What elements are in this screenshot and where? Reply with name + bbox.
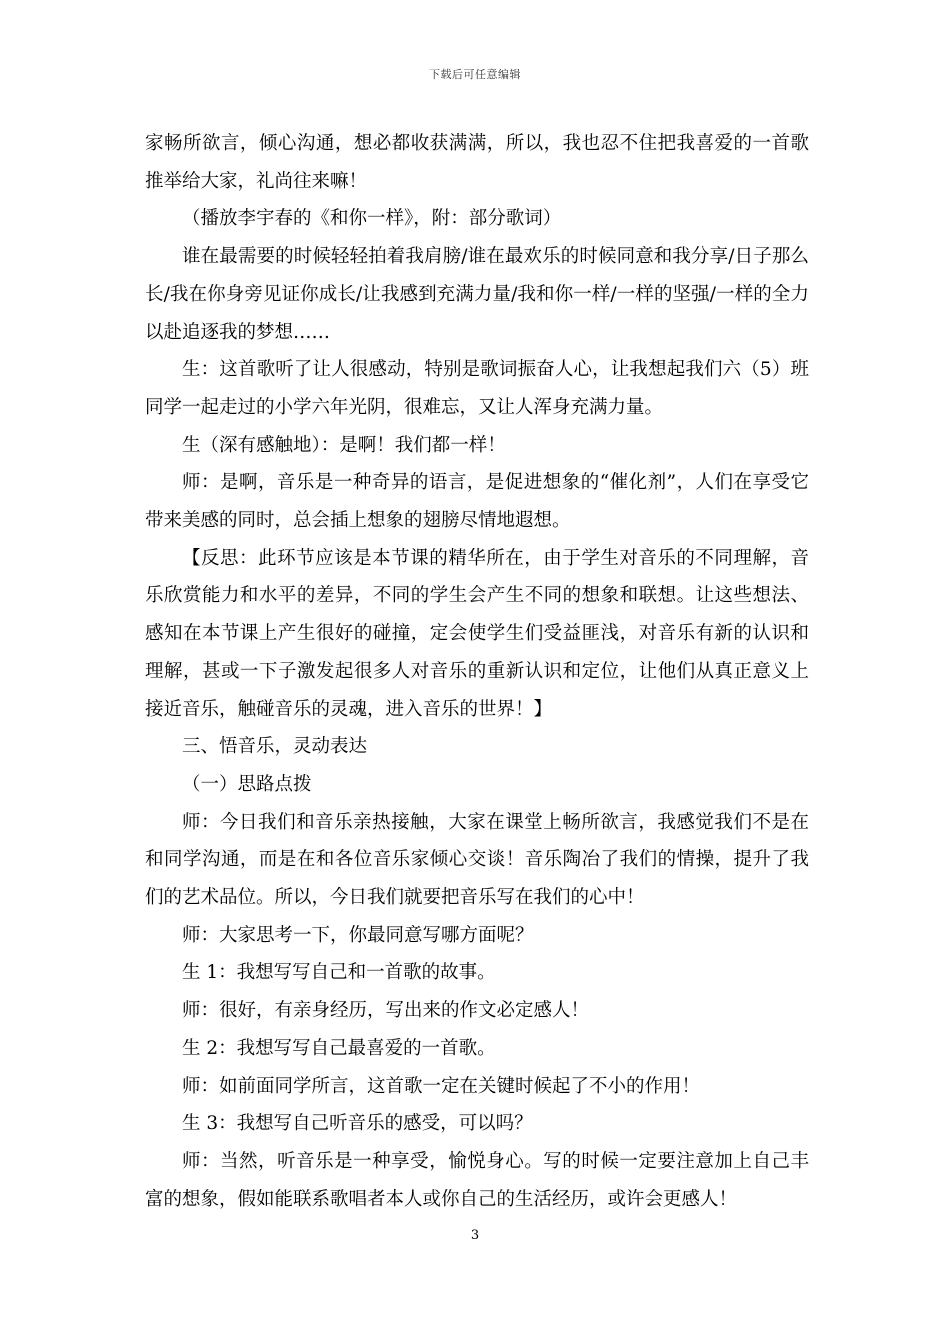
paragraph: 生（深有感触地）：是啊！我们都一样！: [182, 434, 506, 456]
paragraph: 家畅所欲言，倾心沟通，想必都收获满满，所以，我也忍不住把我喜爱的一首歌推举给大家，礼尚往来嘛！: [145, 133, 809, 192]
lyrics-paragraph: 谁在最需要的时候轻轻拍着我肩膀/谁在最欢乐的时候同意和我分享/日子那么长/我在你身旁见证你成长/让我感到充满力量/我和你一样/一样的坚强/一样的全力以赴追逐我的梦想……: [145, 246, 809, 343]
paragraph: （播放李宇春的《和你一样》，附：部分歌词）: [182, 208, 562, 230]
paragraph: 师：是啊，音乐是一种奇异的语言，是促进想象的“催化剂”，人们在享受它带来美感的同时，总会插上想象的翅膀尽情地遐想。: [145, 472, 809, 532]
paragraph: 师：当然，听音乐是一种享受，愉悦身心。写的时候一定要注意加上自己丰富的想象，假如能联系歌唱者本人或你自己的生活经历，或许会更感人！: [145, 1150, 809, 1210]
reflection-paragraph: 【反思：此环节应该是本节课的精华所在，由于学生对音乐的不同理解，音乐欣赏能力和水平的差异，不同的学生会产生不同的想象和联想。让这些想法、感知在本节课上产生很好的碰撞，定会使学生们受益匪浅，对音乐有新的认识和理解，甚或一下子激发起很多人对音乐的重新认识和定位，让他们从真正意义上接近音乐，触碰音乐的灵魂，进入音乐的世界！】: [145, 547, 809, 720]
paragraph: 生：这首歌听了让人很感动，特别是歌词振奋人心，让我想起我们六（5）班同学一起走过的小学六年光阴，很难忘，又让人浑身充满力量。: [145, 359, 809, 418]
subsection-heading: （一）思路点拨: [182, 773, 312, 795]
document-body: [145, 125, 809, 1218]
paragraph: 师：很好，有亲身经历，写出来的作文必定感人！: [182, 1000, 590, 1022]
page-number: 3: [470, 1228, 480, 1243]
paragraph: 生 3：我想写自己听音乐的感受，可以吗？: [182, 1113, 533, 1135]
page-header: 下载后可任意编辑: [429, 68, 521, 81]
paragraph: 师：如前面同学所言，这首歌一定在关键时候起了不小的作用！: [182, 1075, 701, 1097]
paragraph: 生 2：我想写写自己最喜爱的一首歌。: [182, 1037, 496, 1059]
paragraph: 师：大家思考一下，你最同意写哪方面呢？: [182, 924, 534, 946]
section-heading: 三、悟音乐，灵动表达: [182, 736, 368, 758]
paragraph: 生 1：我想写写自己和一首歌的故事。: [182, 962, 496, 984]
paragraph: 师：今日我们和音乐亲热接触，大家在课堂上畅所欲言，我感觉我们不是在和同学沟通，而是在和各位音乐家倾心交谈！音乐陶冶了我们的情操，提升了我们的艺术品位。所以，今日我们就要把音乐写在我们的心中！: [145, 811, 809, 909]
